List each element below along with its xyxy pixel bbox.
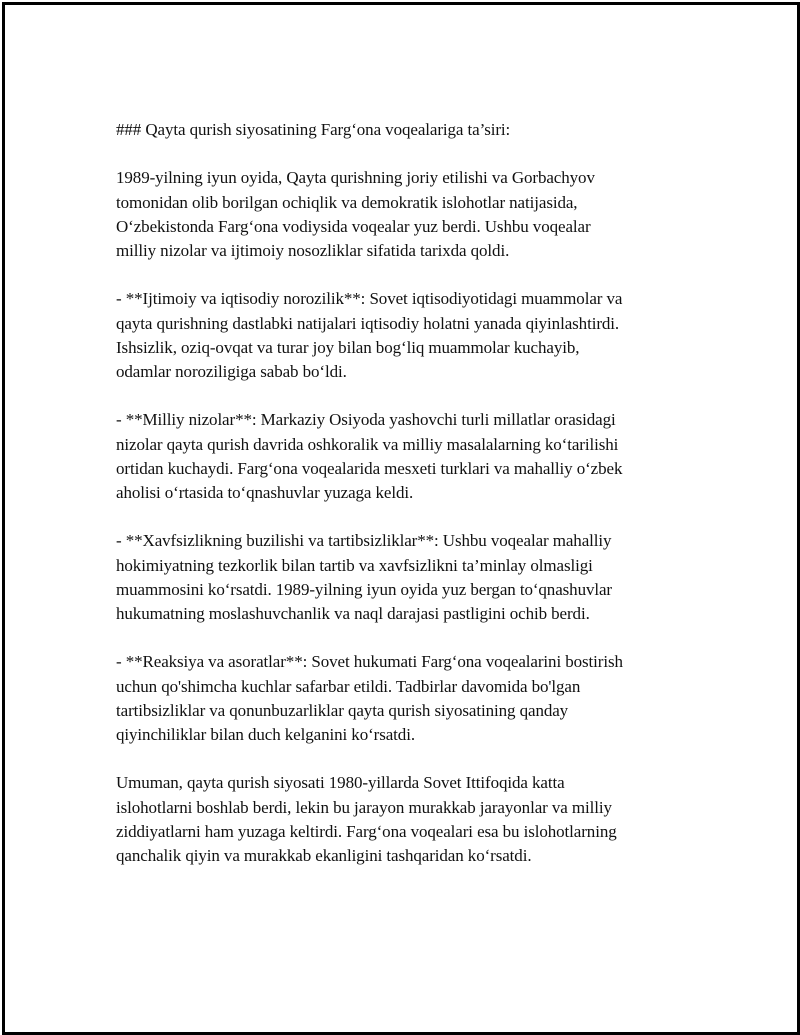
bullet-reaction-consequences: - **Reaksiya va asoratlar**: Sovet hukumati Farg‘ona voqealarini bostirish uchun qo'shimcha kuchlar safarbar etildi. Tadbirlar davomida bo'lgan tartibsizliklar va qonunbuzarliklar qayta qurish siyosatining qanday qiyinchiliklar bilan duch kelganini ko‘rsatdi. [116, 652, 623, 744]
bullet-social-economic: - **Ijtimoiy va iqtisodiy norozilik**: Sovet iqtisodiyotidagi muammolar va qayta qurishning dastlabki natijalari iqtisodiy holatni yanada qiyinlashtirdi. Ishsizlik, oziq-ovqat va turar joy bilan bog‘liq muammolar kuchayib, odamlar noroziligiga sabab bo‘ldi. [116, 289, 623, 381]
document-body [116, 118, 696, 868]
conclusion-paragraph: Umuman, qayta qurish siyosati 1980-yillarda Sovet Ittifoqida katta islohotlarni boshlab berdi, lekin bu jarayon murakkab jarayonlar va milliy ziddiyatlarni ham yuzaga keltirdi. Farg‘ona voqealari esa bu islohotlarning qanchalik qiyin va murakkab ekanligini tashqaridan ko‘rsatdi. [116, 773, 617, 865]
intro-paragraph: 1989-yilning iyun oyida, Qayta qurishning joriy etilishi va Gorbachyov tomonidan olib borilgan ochiqlik va demokratik islohotlar natijasida, O‘zbekistonda Farg‘ona vodiysida voqealar yuz berdi. Ushbu voqealar milliy nizolar va ijtimoiy nosozliklar sifatida tarixda qoldi. [116, 168, 595, 260]
document-heading: ### Qayta qurish siyosatining Farg‘ona voqealariga ta’siri: [116, 120, 511, 139]
bullet-security-breakdown: - **Xavfsizlikning buzilishi va tartibsizliklar**: Ushbu voqealar mahalliy hokimiyatning tezkorlik bilan tartib va xavfsizlikni ta’minlay olmasligi muammosini ko‘rsatdi. 1989-yilning iyun oyida yuz bergan to‘qnashuvlar hukumatning moslashuvchanlik va naql darajasi pastligini ochib berdi. [116, 531, 612, 623]
bullet-national-conflicts: - **Milliy nizolar**: Markaziy Osiyoda yashovchi turli millatlar orasidagi nizolar qayta qurish davrida oshkoralik va milliy masalalarning ko‘tarilishi ortidan kuchaydi. Farg‘ona voqealarida mesxeti turklari va mahalliy o‘zbek aholisi o‘rtasida to‘qnashuvlar yuzaga keldi. [116, 410, 623, 502]
